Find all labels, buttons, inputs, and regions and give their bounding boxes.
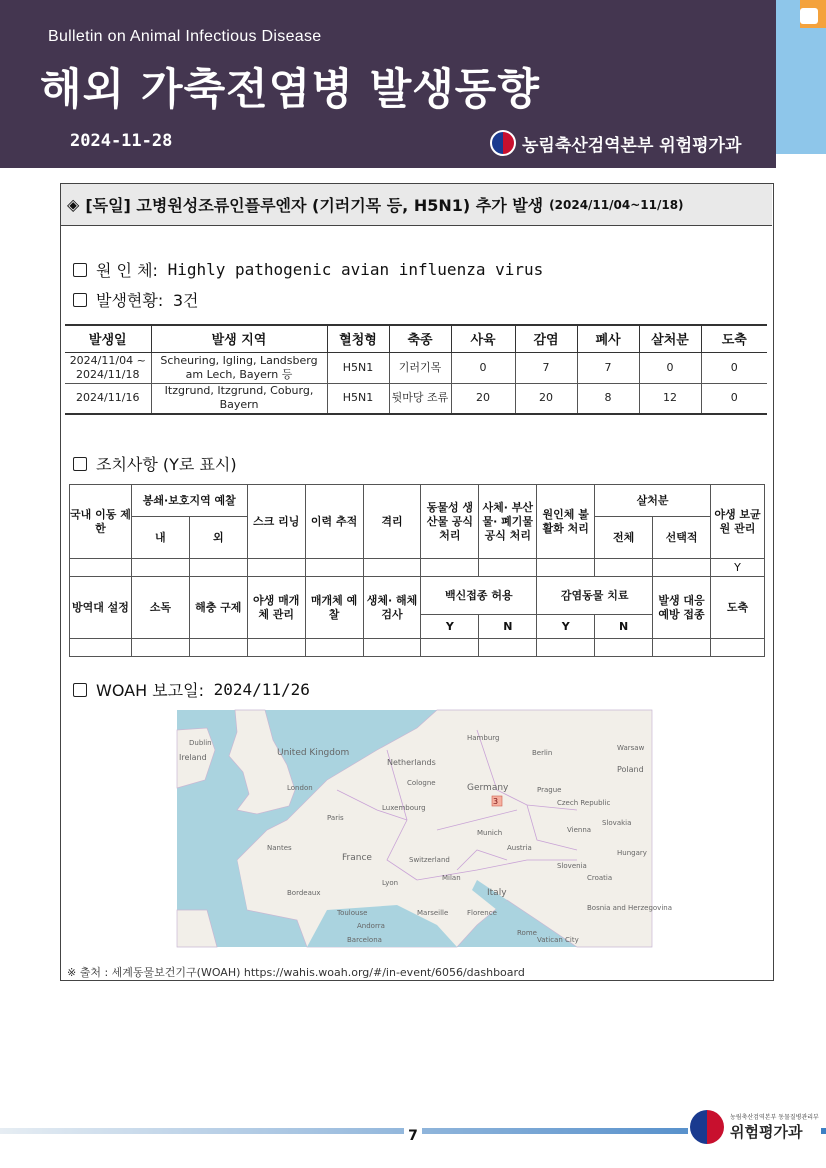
corner-accent-inner — [800, 8, 818, 24]
measure-subheader: N — [595, 615, 653, 639]
table-header-row — [65, 325, 767, 352]
table-cell: 뒷마당 조류 — [389, 383, 451, 414]
measure-value — [363, 639, 421, 657]
government-emblem-icon — [690, 1110, 724, 1144]
table-cell: 0 — [639, 352, 701, 383]
measure-value — [131, 639, 189, 657]
measure-value — [710, 639, 764, 657]
measure-header: 야생 매개체 관리 — [247, 577, 305, 639]
measure-value — [479, 559, 537, 577]
measure-header: 봉쇄·보호지역 예찰 — [131, 485, 247, 517]
issue-date: 2024-11-28 — [70, 131, 173, 151]
map-label: Austria — [507, 844, 532, 852]
table-cell: Scheuring, Igling, Landsberg am Lech, Bayern 등 — [151, 352, 327, 383]
col-header: 발생일 — [65, 325, 151, 352]
measure-value — [131, 559, 189, 577]
map-label: Croatia — [587, 874, 613, 882]
map-label: Lyon — [382, 879, 399, 887]
map-label: Italy — [487, 888, 507, 898]
map-label: Prague — [537, 786, 562, 794]
measure-value — [70, 559, 132, 577]
pathogen-label: 원 인 체: — [96, 261, 158, 280]
col-header: 발생 지역 — [151, 325, 327, 352]
measure-value — [595, 639, 653, 657]
footer-org-small: 농림축산검역본부 동물질병관리부 — [730, 1114, 819, 1121]
map-label: Dublin — [189, 739, 212, 747]
measure-value — [189, 639, 247, 657]
measure-value — [247, 639, 305, 657]
measure-subheader: 외 — [189, 517, 247, 559]
table-cell: 8 — [577, 383, 639, 414]
measure-subheader: Y — [537, 615, 595, 639]
pathogen-value: Highly pathogenic avian influenza virus — [167, 260, 544, 279]
measure-value — [653, 639, 711, 657]
map-label: London — [287, 784, 313, 792]
measure-header: 소독 — [131, 577, 189, 639]
measure-header: 백신접종 허용 — [421, 577, 537, 615]
organization-name: 농림축산검역본부 위험평가과 — [522, 135, 742, 156]
pathogen-line — [73, 258, 543, 281]
measure-header: 해충 구제 — [189, 577, 247, 639]
table-row — [65, 383, 767, 414]
map-label: Berlin — [532, 749, 553, 757]
outbreak-table — [65, 324, 767, 415]
bulletin-series: Bulletin on Animal Infectious Disease — [48, 28, 322, 45]
table-cell: H5N1 — [327, 352, 389, 383]
table-cell: 12 — [639, 383, 701, 414]
table-cell: 기러기목 — [389, 352, 451, 383]
table-cell: 0 — [701, 383, 767, 414]
col-header: 혈청형 — [327, 325, 389, 352]
map-label: Bosnia and Herzegovina — [587, 904, 672, 912]
table-cell: 0 — [451, 352, 515, 383]
report-banner — [61, 184, 772, 226]
map-label: Slovenia — [557, 862, 587, 870]
checkbox-bullet-icon — [73, 683, 87, 697]
report-title: [독일] 고병원성조류인플루엔자 (기러기목 등, H5N1) 추가 발생 — [85, 196, 544, 215]
table-cell: 0 — [701, 352, 767, 383]
measures-line — [73, 452, 237, 475]
page-title: 해외 가축전염병 발생동향 — [40, 65, 540, 115]
measure-header: 생체· 해체 검사 — [363, 577, 421, 639]
measure-header: 야생 보균원 관리 — [710, 485, 764, 559]
map-label: Poland — [617, 765, 644, 774]
table-cell: 7 — [515, 352, 577, 383]
measure-header: 방역대 설정 — [70, 577, 132, 639]
status-label: 발생현황: — [96, 291, 164, 310]
footer-logo — [688, 1108, 821, 1146]
checkbox-bullet-icon — [73, 263, 87, 277]
measure-value: Y — [710, 559, 764, 577]
measure-value — [363, 559, 421, 577]
map-label: Bordeaux — [287, 889, 321, 897]
outbreak-map — [177, 710, 672, 947]
measure-subheader: 내 — [131, 517, 189, 559]
measure-subheader: 전체 — [595, 517, 653, 559]
col-header: 도축 — [701, 325, 767, 352]
header-band — [0, 0, 776, 168]
measure-value — [537, 639, 595, 657]
measures-value-row-2 — [70, 639, 765, 657]
measures-header-row — [70, 485, 765, 517]
measure-value — [537, 559, 595, 577]
measure-subheader: Y — [421, 615, 479, 639]
map-label: Nantes — [267, 844, 292, 852]
measure-header: 국내 이동 제한 — [70, 485, 132, 559]
map-label: Switzerland — [409, 856, 450, 864]
measure-header: 스크 리닝 — [247, 485, 305, 559]
map-label: Florence — [467, 909, 497, 917]
map-label: Toulouse — [337, 909, 368, 917]
table-cell: 2024/11/04 ~ 2024/11/18 — [65, 352, 151, 383]
map-label: Cologne — [407, 779, 436, 787]
diamond-bullet-icon: ◈ — [67, 195, 80, 214]
measure-value — [421, 559, 479, 577]
measure-header: 감염동물 치료 — [537, 577, 653, 615]
measure-header: 발생 대응 예방 접종 — [653, 577, 711, 639]
map-label: Vatican City — [537, 936, 579, 944]
measure-header: 도축 — [710, 577, 764, 639]
footer-org-big: 위험평가과 — [730, 1123, 803, 1141]
source-note: ※ 출처 : 세계동물보건기구(WOAH) https://wahis.woah.org/#/in-event/6056/dashboard — [67, 966, 525, 979]
table-row — [65, 352, 767, 383]
map-label: Munich — [477, 829, 503, 837]
map-label: Rome — [517, 929, 537, 937]
map-label: Hamburg — [467, 734, 500, 742]
measure-header: 원인체 불활화 처리 — [537, 485, 595, 559]
col-header: 사육 — [451, 325, 515, 352]
checkbox-bullet-icon — [73, 293, 87, 307]
measures-header-row-2 — [70, 577, 765, 615]
map-label: Czech Republic — [557, 799, 611, 807]
measures-table — [69, 484, 765, 657]
checkbox-bullet-icon — [73, 457, 87, 471]
map-label: Marseille — [417, 909, 449, 917]
map-label: Andorra — [357, 922, 385, 930]
measure-subheader: N — [479, 615, 537, 639]
measure-value — [653, 559, 711, 577]
map-label: Luxembourg — [382, 804, 426, 812]
col-header: 감염 — [515, 325, 577, 352]
map-label: Vienna — [567, 826, 592, 834]
measure-header: 사체· 부산물· 폐기물 공식 처리 — [479, 485, 537, 559]
measure-header: 동물성 생산물 공식 처리 — [421, 485, 479, 559]
col-header: 폐사 — [577, 325, 639, 352]
map-label: Milan — [442, 874, 461, 882]
measure-value — [421, 639, 479, 657]
map-label: Germany — [467, 783, 509, 793]
table-cell: Itzgrund, Itzgrund, Coburg, Bayern — [151, 383, 327, 414]
measures-value-row — [70, 559, 765, 577]
woah-line — [73, 678, 310, 701]
map-label: Barcelona — [347, 936, 382, 944]
table-cell: H5N1 — [327, 383, 389, 414]
measure-header: 이력 추적 — [305, 485, 363, 559]
measure-value — [247, 559, 305, 577]
europe-map-graphic — [177, 710, 672, 947]
status-value: 3건 — [172, 291, 199, 310]
government-emblem-icon — [490, 130, 516, 156]
map-label: Paris — [327, 814, 344, 822]
measure-value — [595, 559, 653, 577]
report-box — [60, 183, 774, 981]
table-cell: 7 — [577, 352, 639, 383]
woah-label: WOAH 보고일: — [96, 681, 204, 700]
map-label: Slovakia — [602, 819, 632, 827]
report-period: (2024/11/04~11/18) — [549, 197, 684, 212]
footer-org — [730, 1112, 819, 1142]
table-cell: 20 — [451, 383, 515, 414]
measure-value — [479, 639, 537, 657]
measure-value — [189, 559, 247, 577]
map-label: Ireland — [179, 753, 207, 762]
measure-value — [305, 559, 363, 577]
measure-subheader: 선택적 — [653, 517, 711, 559]
table-cell: 2024/11/16 — [65, 383, 151, 414]
col-header: 살처분 — [639, 325, 701, 352]
map-label: France — [342, 853, 372, 863]
organization — [490, 130, 741, 156]
measure-header: 격리 — [363, 485, 421, 559]
map-label: Netherlands — [387, 758, 436, 767]
woah-value: 2024/11/26 — [213, 680, 310, 699]
measure-header: 살처분 — [595, 485, 711, 517]
map-label: Warsaw — [617, 744, 645, 752]
table-cell: 20 — [515, 383, 577, 414]
map-label: Hungary — [617, 849, 647, 857]
col-header: 축종 — [389, 325, 451, 352]
outbreak-marker-count: 3 — [493, 797, 499, 806]
measure-header: 매개체 예찰 — [305, 577, 363, 639]
measures-label: 조치사항 (Y로 표시) — [96, 455, 237, 474]
status-line — [73, 288, 199, 311]
measure-value — [70, 639, 132, 657]
map-label: United Kingdom — [277, 748, 350, 758]
measure-value — [305, 639, 363, 657]
page-number: 7 — [404, 1125, 422, 1147]
